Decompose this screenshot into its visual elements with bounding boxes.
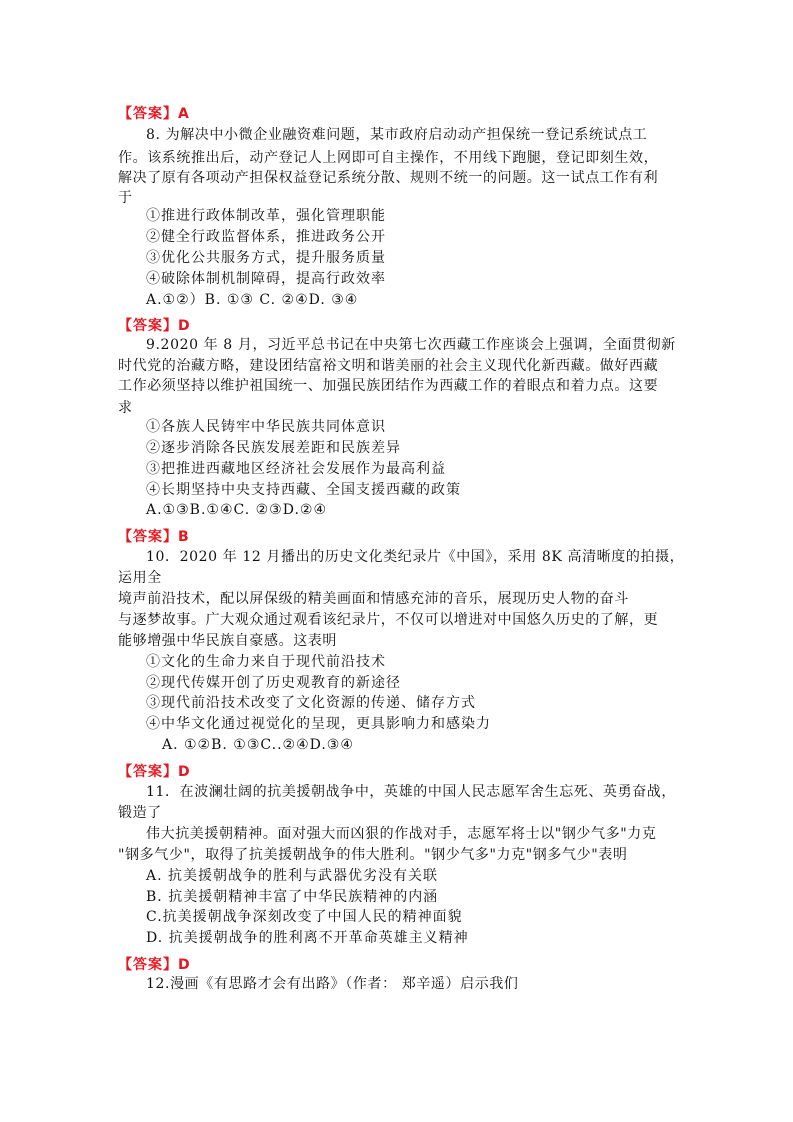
question-11-stem-line: 锻造了 — [118, 805, 162, 821]
question-8-stem-line: 解决了原有各项动产担保权益登记系统分散、规则不统一的问题。这一试点工作有利 — [118, 170, 659, 186]
question-8-choices: A.①②）B. ①③ C. ②④D. ③④ — [146, 292, 359, 308]
question-8-stem-line: 8. 为解决中小微企业融资难问题，某市政府启动动产担保统一登记系统试点工 — [146, 127, 648, 143]
question-11-option-a: A. 抗美援朝战争的胜利与武器优劣没有关联 — [146, 868, 439, 884]
question-11-stem-line: 伟大抗美援朝精神。面对强大而凶狠的作战对手，志愿军将士以"钢少气多"力克 — [146, 826, 657, 842]
question-10-stem-line: 10．2020 年 12 月播出的历史文化类纪录片《中国》，采用 8K 高清晰度的拍摄， — [146, 549, 685, 565]
question-10-option-3: ③现代前沿技术改变了文化资源的传递、储存方式 — [146, 695, 476, 711]
question-8-stem-line: 作。该系统推出后，动产登记人上网即可自主操作，不用线下跑腿，登记即刻生效， — [118, 150, 659, 166]
question-9-option-4: ④长期坚持中央支持西藏、全国支援西藏的政策 — [146, 482, 461, 498]
question-11-option-c: C.抗美援朝战争深刻改变了中国人民的精神面貌 — [146, 909, 463, 925]
question-10-option-2: ②现代传媒开创了历史观教育的新途径 — [146, 675, 401, 691]
answer-label: 【答案】D — [118, 318, 191, 334]
question-11-option-d: D. 抗美援朝战争的胜利离不开革命英雄主义精神 — [146, 930, 469, 946]
question-9-stem-line: 时代党的治藏方略，建设团结富裕文明和谐美丽的社会主义现代化新西藏。做好西藏 — [118, 358, 659, 374]
question-10-stem-line: 境声前沿技术，配以屏保级的精美画面和情感充沛的音乐，展现历史人物的奋斗 — [118, 591, 629, 607]
question-8-option-1: ①推进行政体制改革，强化管理职能 — [146, 208, 386, 224]
question-9-stem-line: 9.2020 年 8 月，习近平总书记在中央第七次西藏工作座谈会上强调，全面贯彻新 — [146, 337, 676, 353]
question-12-stem-line: 12.漫画《有思路才会有出路》（作者： 郑辛遥）启示我们 — [146, 976, 519, 992]
question-10-choices: A. ①②B. ①③C..②④D.③④ — [162, 737, 354, 753]
answer-label: 【答案】D — [118, 957, 191, 973]
question-9-stem-line: 工作必须坚持以维护祖国统一、加强民族团结作为西藏工作的着眼点和着力点。这要 — [118, 378, 659, 394]
question-11-stem-line: "钢多气少"，取得了抗美援朝战争的伟大胜利。"钢少气多"力克"钢多气少"表明 — [118, 847, 628, 863]
question-9-option-2: ②逐步消除各民族发展差距和民族差异 — [146, 440, 401, 456]
question-8-option-3: ③优化公共服务方式，提升服务质量 — [146, 250, 386, 266]
question-9-choices: A.①③B.①④C. ②③D.②④ — [146, 502, 327, 518]
answer-label: 【答案】D — [118, 764, 191, 780]
question-8-option-4: ④破除体制机制障碍，提高行政效率 — [146, 271, 386, 287]
question-10-option-4: ④中华文化通过视觉化的呈现，更具影响力和感染力 — [146, 716, 491, 732]
question-8-stem-line: 于 — [118, 190, 133, 206]
question-10-stem-line: 与逐梦故事。广大观众通过观看该纪录片，不仅可以增进对中国悠久历史的了解，更 — [118, 612, 659, 628]
question-8-option-2: ②健全行政监督体系，推进政务公开 — [146, 229, 386, 245]
question-9-stem-line: 求 — [118, 400, 133, 416]
answer-label: 【答案】B — [118, 529, 190, 545]
question-10-stem-line: 能够增强中华民族自豪感。这表明 — [118, 633, 337, 649]
question-9-option-3: ③把推进西藏地区经济社会发展作为最高利益 — [146, 461, 446, 477]
question-9-option-1: ①各族人民铸牢中华民族共同体意识 — [146, 419, 386, 435]
question-11-option-b: B. 抗美援朝精神丰富了中华民族精神的内涵 — [146, 889, 439, 905]
question-11-stem-line: 11．在波澜壮阔的抗美援朝战争中，英雄的中国人民志愿军舍生忘死、英勇奋战， — [146, 784, 677, 800]
answer-label: 【答案】A — [118, 106, 190, 122]
question-10-option-1: ①文化的生命力来自于现代前沿技术 — [146, 654, 386, 670]
question-10-stem-line: 运用全 — [118, 570, 162, 586]
